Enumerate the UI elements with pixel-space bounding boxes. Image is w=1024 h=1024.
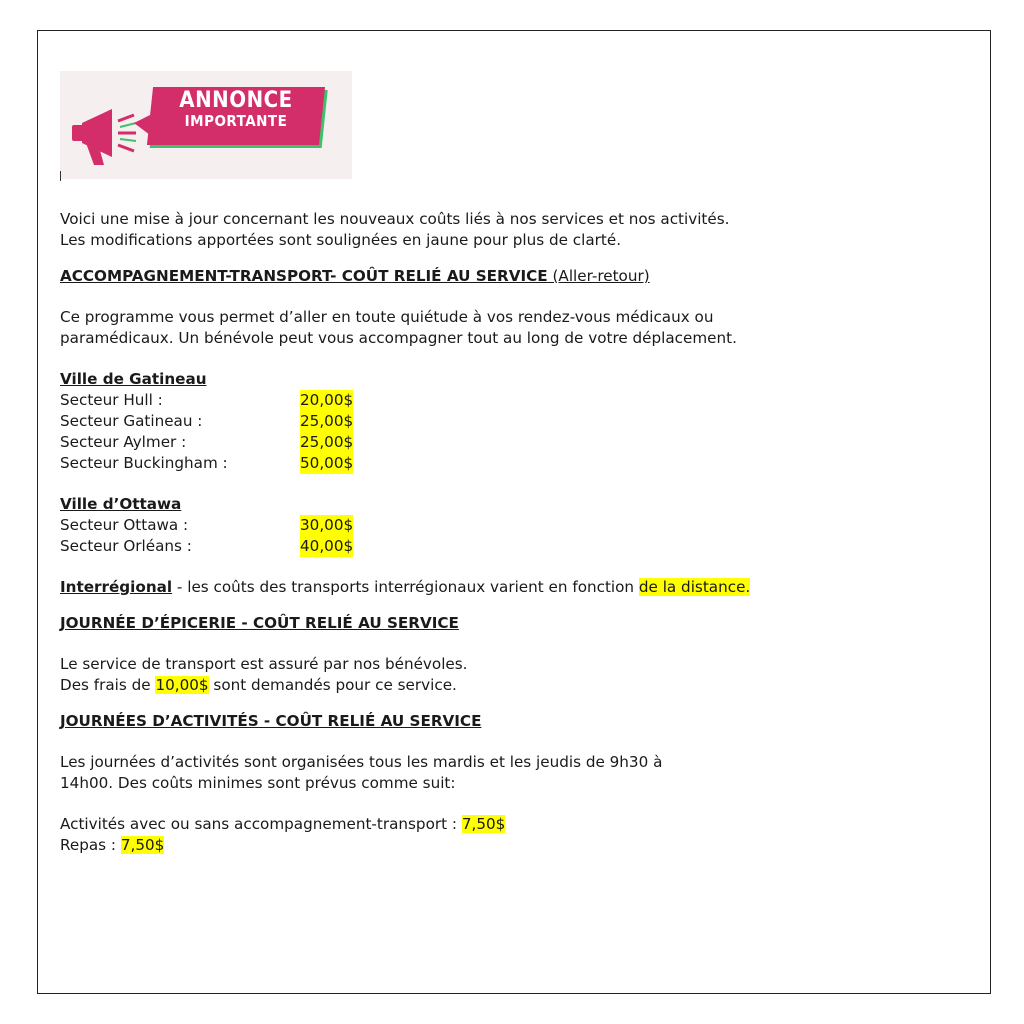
activity-label: Activités avec ou sans accompagnement-transport : (60, 815, 462, 833)
banner-label (160, 88, 312, 131)
sector-price: 40,00$ (300, 537, 354, 555)
epicerie-post: sont demandés pour ce service. (208, 676, 457, 694)
price-row (60, 432, 970, 453)
banner-line-2: IMPORTANTE (184, 112, 288, 130)
intro-line: Voici une mise à jour concernant les nouveaux coûts liés à nos services et nos activités. (60, 210, 730, 228)
document-page (37, 30, 991, 994)
activity-price: 7,50$ (461, 815, 506, 833)
sector-label: Secteur Hull : (60, 391, 163, 409)
sector-label: Secteur Orléans : (60, 537, 192, 555)
sector-label: Secteur Gatineau : (60, 412, 203, 430)
ottawa-price-list (60, 515, 970, 557)
gatineau-title: Ville de Gatineau (60, 370, 207, 388)
document-content (60, 71, 970, 856)
sector-price: 20,00$ (300, 391, 354, 409)
gatineau-price-list (60, 390, 970, 474)
text-cursor (60, 171, 61, 181)
transport-description (60, 307, 970, 349)
intro-line: Les modifications apportées sont soulignées en jaune pour plus de clarté. (60, 231, 622, 249)
banner-line-1: ANNONCE (179, 88, 293, 113)
meal-price-line (60, 835, 970, 856)
activity-price-line (60, 814, 970, 835)
epicerie-pre: Des frais de (60, 676, 156, 694)
price-row (60, 536, 970, 557)
epicerie-line (60, 675, 970, 696)
interregional-highlight: de la distance. (638, 578, 751, 596)
epicerie-heading: JOURNÉE D’ÉPICERIE - COÛT RELIÉ AU SERVICE (60, 614, 459, 632)
interregional-line (60, 577, 970, 598)
sector-price: 25,00$ (300, 412, 354, 430)
sector-price: 50,00$ (300, 454, 354, 472)
transport-heading-suffix: (Aller-retour) (547, 267, 650, 285)
price-row (60, 453, 970, 474)
activites-heading: JOURNÉES D’ACTIVITÉS - COÛT RELIÉ AU SERVICE (60, 712, 482, 730)
sector-label: Secteur Aylmer : (60, 433, 187, 451)
epicerie-paragraph (60, 654, 970, 696)
activites-line: Les journées d’activités sont organisées tous les mardis et les jeudis de 9h30 à (60, 753, 663, 771)
interregional-label: Interrégional (60, 578, 173, 596)
description-line: Ce programme vous permet d’aller en toute quiétude à vos rendez-vous médicaux ou (60, 308, 714, 326)
announcement-banner (60, 71, 352, 179)
activites-paragraph (60, 752, 970, 794)
ottawa-title: Ville d’Ottawa (60, 495, 182, 513)
meal-label: Repas : (60, 836, 121, 854)
transport-heading (60, 266, 970, 287)
transport-heading-text: ACCOMPAGNEMENT-TRANSPORT- COÛT RELIÉ AU SERVICE (60, 267, 548, 285)
sector-label: Secteur Ottawa : (60, 516, 189, 534)
sector-price: 25,00$ (300, 433, 354, 451)
description-line: paramédicaux. Un bénévole peut vous accompagner tout au long de votre déplacement. (60, 329, 737, 347)
sector-label: Secteur Buckingham : (60, 454, 228, 472)
price-row (60, 390, 970, 411)
activites-prices (60, 814, 970, 856)
epicerie-line: Le service de transport est assuré par nos bénévoles. (60, 655, 468, 673)
epicerie-price: 10,00$ (155, 676, 209, 694)
price-row (60, 411, 970, 432)
interregional-text: - les coûts des transports interrégionaux varient en fonction (172, 578, 639, 596)
activites-line: 14h00. Des coûts minimes sont prévus comme suit: (60, 774, 456, 792)
meal-price: 7,50$ (120, 836, 165, 854)
price-row (60, 515, 970, 536)
sector-price: 30,00$ (300, 516, 354, 534)
intro-paragraph (60, 209, 970, 251)
